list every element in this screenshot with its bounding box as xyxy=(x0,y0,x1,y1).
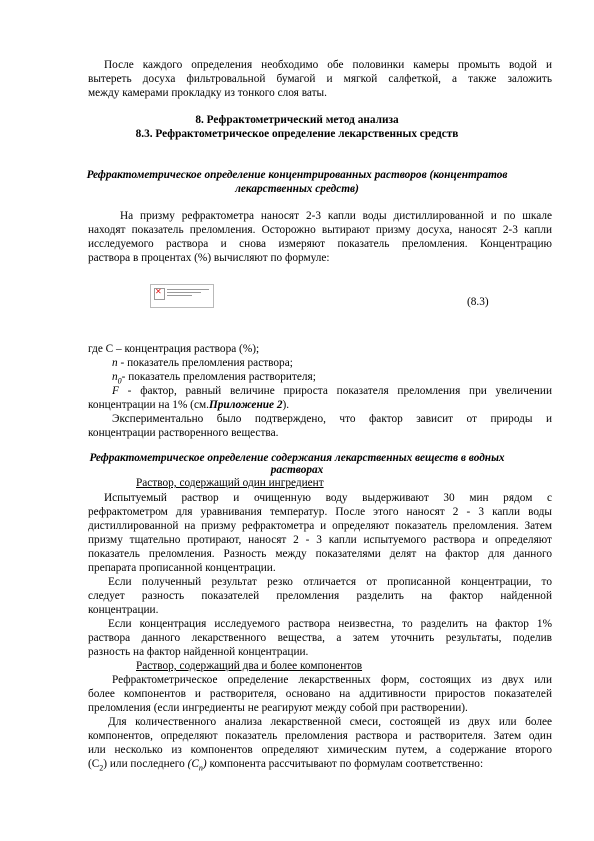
p3-line-2: раствора данного лекарственного вещества, а затем уточнить результаты, поделив xyxy=(88,632,552,644)
section1-para-line-3: исследуемого раствора и снова измеряют показатель преломления. Концентрацию xyxy=(88,238,552,250)
legend-exp-line-2: концентрации растворенного вещества. xyxy=(88,427,279,439)
p1-line-5: показатель преломления. Разность между показателями делят на фактор для данного xyxy=(88,548,552,560)
legend-f-line-1: F - фактор, равный величине прироста показателя преломления при увеличении xyxy=(112,385,552,397)
equation-number: (8.3) xyxy=(467,296,489,308)
p5-line-3: или несколько из компонентов определяют химическим путем, а содержание второго xyxy=(88,744,552,756)
formula-image-placeholder xyxy=(150,284,214,308)
legend-n0: $n_0-$ показатель преломления растворителя; xyxy=(112,371,316,384)
intro-line-1: После каждого определения необходимо обе половинки камеры промыть водой и xyxy=(104,59,552,71)
intro-line-2: вытереть досуха фильтровальной бумагой и мягкой салфеткой, а также заложить xyxy=(88,73,552,85)
subheading-one-ingredient: Раствор, содержащий один ингредиент xyxy=(136,477,324,489)
heading-section: 8.3. Рефрактометрическое определение лекарственных средств xyxy=(135,128,459,140)
p1-line-6: препарата прописанной концентрации. xyxy=(88,562,276,574)
p4-line-1: Рефрактометрическое определение лекарственных форм, состоящих из двух или xyxy=(112,674,552,686)
p1-line-3: дистиллированной на призму рефрактометра и определяют показатель преломления. Затем xyxy=(88,520,552,532)
p3-line-3: разность на фактор найденной концентрации. xyxy=(88,646,309,658)
section1-title-line-1: Рефрактометрическое определение концентрированных растворов (концентратов xyxy=(86,169,508,181)
section1-title-line-2: лекарственных средств) xyxy=(235,183,359,195)
p2-line-1: Если полученный результат резко отличается от прописанной концентрации, то xyxy=(108,576,552,588)
broken-image-icon xyxy=(154,288,165,300)
p2-line-2: следует разность показателей преломления разделить на фактор найденной xyxy=(88,590,552,602)
p1-line-1: Испытуемый раствор и очищенную воду выдерживают 30 мин рядом с xyxy=(104,492,552,504)
heading-chapter: 8. Рефрактометрический метод анализа xyxy=(195,114,399,126)
appendix-ref: Приложение 2 xyxy=(208,399,283,411)
p3-line-1: Если концентрация исследуемого раствора неизвестна, то разделить на фактор 1% xyxy=(108,618,552,630)
p5-line-4: $(C_2)$ или последнего $(C_n)$ компонента рассчитывают по формулам соответственно: xyxy=(88,758,484,771)
p4-line-3: преломления (если ингредиенты не реагируют между собой при растворении). xyxy=(88,702,468,714)
section1-para-line-1: На призму рефрактометра наносят 2-3 капли воды дистиллированной и по шкале xyxy=(120,210,552,222)
section1-para-line-2: находят показатель преломления. Осторожно вытирают призму досуха, наносят 2-3 капли xyxy=(88,224,552,236)
p5-line-2: компонентов, определяют показатель преломления раствора и растворителя. Затем один xyxy=(88,730,552,742)
legend-c: где С – концентрация раствора (%); xyxy=(88,343,260,355)
p4-line-2: более компонентов и растворителя, основано на аддитивности приростов показателей xyxy=(88,688,552,700)
legend-n: n - показатель преломления раствора; xyxy=(112,357,293,369)
p5-line-1: Для количественного анализа лекарственной смеси, состоящей из двух или более xyxy=(108,716,552,728)
section1-para-line-4: раствора в процентах (%) вычисляют по формуле: xyxy=(88,252,330,264)
subheading-two-components: Раствор, содержащий два и более компонентов xyxy=(136,660,363,672)
p1-line-2: рефрактометром для уравнивания температур. После этого наносят 2 - 3 капли воды xyxy=(88,506,552,518)
section2-title-line-2: растворах xyxy=(270,464,324,476)
legend-f-line-2: концентрации на 1% (см.Приложение 2). xyxy=(88,399,290,411)
p2-line-3: концентрации. xyxy=(88,604,159,616)
legend-exp-line-1: Экспериментально было подтверждено, что фактор зависит от природы и xyxy=(112,413,552,425)
p1-line-4: призму тщательно протирают, наносят 2 - 3 капли испытуемого раствора и определяют xyxy=(88,534,552,546)
intro-line-3: между камерами прокладку из тонкого слоя ваты. xyxy=(88,87,327,99)
section2-title-line-1: Рефрактометрическое определение содержания лекарственных веществ в водных xyxy=(89,452,505,464)
